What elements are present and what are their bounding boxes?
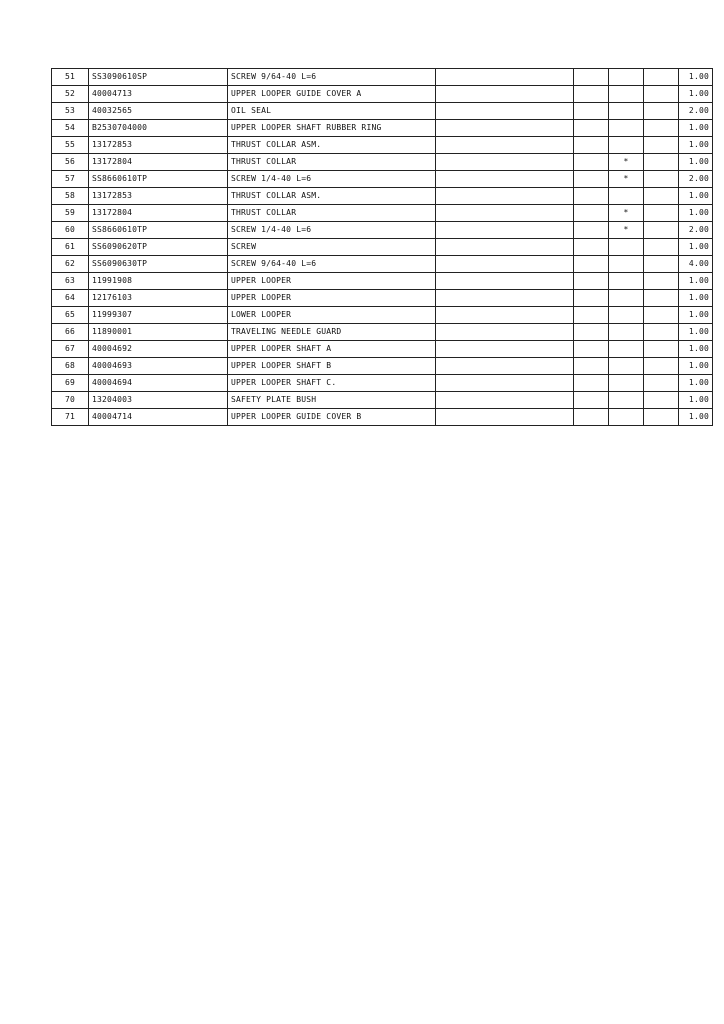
quantity-cell: 1.00 <box>679 154 713 171</box>
description-cell: TRAVELING NEEDLE GUARD <box>228 324 436 341</box>
blank-cell <box>574 392 609 409</box>
mark-cell <box>609 392 644 409</box>
part-number-cell: 40004714 <box>89 409 228 426</box>
description-cell: OIL SEAL <box>228 103 436 120</box>
remark-cell <box>436 86 574 103</box>
description-cell: THRUST COLLAR ASM. <box>228 137 436 154</box>
blank-cell <box>574 171 609 188</box>
blank-cell <box>574 273 609 290</box>
description-cell: UPPER LOOPER SHAFT A <box>228 341 436 358</box>
remark-cell <box>436 154 574 171</box>
item-number-cell: 71 <box>52 409 89 426</box>
quantity-cell: 1.00 <box>679 188 713 205</box>
blank-cell <box>644 239 679 256</box>
blank-cell <box>574 103 609 120</box>
blank-cell <box>644 256 679 273</box>
remark-cell <box>436 256 574 273</box>
blank-cell <box>574 205 609 222</box>
quantity-cell: 1.00 <box>679 290 713 307</box>
blank-cell <box>644 171 679 188</box>
item-number-cell: 56 <box>52 154 89 171</box>
item-number-cell: 68 <box>52 358 89 375</box>
part-number-cell: SS6090620TP <box>89 239 228 256</box>
table-row <box>52 69 713 86</box>
blank-cell <box>644 205 679 222</box>
part-number-cell: SS8660610TP <box>89 171 228 188</box>
item-number-cell: 54 <box>52 120 89 137</box>
remark-cell <box>436 205 574 222</box>
blank-cell <box>574 69 609 86</box>
blank-cell <box>574 120 609 137</box>
item-number-cell: 70 <box>52 392 89 409</box>
description-cell: THRUST COLLAR ASM. <box>228 188 436 205</box>
mark-cell: * <box>609 205 644 222</box>
item-number-cell: 58 <box>52 188 89 205</box>
quantity-cell: 1.00 <box>679 137 713 154</box>
table-row <box>52 392 713 409</box>
table-row <box>52 256 713 273</box>
description-cell: THRUST COLLAR <box>228 154 436 171</box>
part-number-cell: 40032565 <box>89 103 228 120</box>
table-row <box>52 188 713 205</box>
quantity-cell: 1.00 <box>679 307 713 324</box>
remark-cell <box>436 341 574 358</box>
blank-cell <box>644 273 679 290</box>
quantity-cell: 1.00 <box>679 86 713 103</box>
remark-cell <box>436 137 574 154</box>
blank-cell <box>574 409 609 426</box>
part-number-cell: SS3090610SP <box>89 69 228 86</box>
blank-cell <box>574 375 609 392</box>
quantity-cell: 1.00 <box>679 120 713 137</box>
remark-cell <box>436 188 574 205</box>
blank-cell <box>644 103 679 120</box>
parts-table-body <box>52 69 713 426</box>
blank-cell <box>644 324 679 341</box>
quantity-cell: 1.00 <box>679 69 713 86</box>
quantity-cell: 1.00 <box>679 375 713 392</box>
blank-cell <box>644 137 679 154</box>
table-row <box>52 358 713 375</box>
blank-cell <box>644 69 679 86</box>
blank-cell <box>644 222 679 239</box>
blank-cell <box>644 358 679 375</box>
part-number-cell: 11890001 <box>89 324 228 341</box>
mark-cell <box>609 239 644 256</box>
quantity-cell: 2.00 <box>679 222 713 239</box>
remark-cell <box>436 290 574 307</box>
part-number-cell: 40004692 <box>89 341 228 358</box>
blank-cell <box>644 409 679 426</box>
item-number-cell: 52 <box>52 86 89 103</box>
quantity-cell: 4.00 <box>679 256 713 273</box>
blank-cell <box>574 154 609 171</box>
table-row <box>52 290 713 307</box>
blank-cell <box>574 358 609 375</box>
table-row <box>52 137 713 154</box>
description-cell: UPPER LOOPER <box>228 290 436 307</box>
blank-cell <box>574 222 609 239</box>
blank-cell <box>644 307 679 324</box>
description-cell: LOWER LOOPER <box>228 307 436 324</box>
mark-cell <box>609 341 644 358</box>
quantity-cell: 1.00 <box>679 239 713 256</box>
remark-cell <box>436 171 574 188</box>
blank-cell <box>644 154 679 171</box>
blank-cell <box>574 290 609 307</box>
remark-cell <box>436 409 574 426</box>
blank-cell <box>574 307 609 324</box>
part-number-cell: 13204003 <box>89 392 228 409</box>
blank-cell <box>644 392 679 409</box>
blank-cell <box>574 324 609 341</box>
description-cell: SCREW 9/64-40 L=6 <box>228 256 436 273</box>
table-row <box>52 205 713 222</box>
part-number-cell: 40004713 <box>89 86 228 103</box>
blank-cell <box>574 256 609 273</box>
table-row <box>52 154 713 171</box>
part-number-cell: 11991908 <box>89 273 228 290</box>
mark-cell: * <box>609 154 644 171</box>
part-number-cell: 13172853 <box>89 188 228 205</box>
description-cell: UPPER LOOPER <box>228 273 436 290</box>
item-number-cell: 51 <box>52 69 89 86</box>
item-number-cell: 65 <box>52 307 89 324</box>
blank-cell <box>574 341 609 358</box>
mark-cell: * <box>609 222 644 239</box>
mark-cell <box>609 256 644 273</box>
table-row <box>52 239 713 256</box>
remark-cell <box>436 239 574 256</box>
remark-cell <box>436 120 574 137</box>
blank-cell <box>574 86 609 103</box>
item-number-cell: 61 <box>52 239 89 256</box>
mark-cell <box>609 120 644 137</box>
description-cell: SCREW 1/4-40 L=6 <box>228 171 436 188</box>
item-number-cell: 62 <box>52 256 89 273</box>
quantity-cell: 2.00 <box>679 171 713 188</box>
remark-cell <box>436 222 574 239</box>
description-cell: SCREW 9/64-40 L=6 <box>228 69 436 86</box>
description-cell: THRUST COLLAR <box>228 205 436 222</box>
remark-cell <box>436 375 574 392</box>
mark-cell <box>609 188 644 205</box>
mark-cell <box>609 409 644 426</box>
item-number-cell: 67 <box>52 341 89 358</box>
description-cell: UPPER LOOPER SHAFT C. <box>228 375 436 392</box>
table-row <box>52 307 713 324</box>
part-number-cell: 13172804 <box>89 154 228 171</box>
part-number-cell: 11999307 <box>89 307 228 324</box>
item-number-cell: 63 <box>52 273 89 290</box>
part-number-cell: SS6090630TP <box>89 256 228 273</box>
remark-cell <box>436 324 574 341</box>
description-cell: SCREW 1/4-40 L=6 <box>228 222 436 239</box>
item-number-cell: 66 <box>52 324 89 341</box>
description-cell: UPPER LOOPER GUIDE COVER A <box>228 86 436 103</box>
table-row <box>52 409 713 426</box>
blank-cell <box>574 137 609 154</box>
quantity-cell: 1.00 <box>679 409 713 426</box>
blank-cell <box>644 188 679 205</box>
item-number-cell: 69 <box>52 375 89 392</box>
mark-cell: * <box>609 171 644 188</box>
blank-cell <box>644 375 679 392</box>
remark-cell <box>436 358 574 375</box>
table-row <box>52 324 713 341</box>
blank-cell <box>644 86 679 103</box>
part-number-cell: 13172853 <box>89 137 228 154</box>
item-number-cell: 53 <box>52 103 89 120</box>
blank-cell <box>574 188 609 205</box>
remark-cell <box>436 273 574 290</box>
remark-cell <box>436 307 574 324</box>
table-row <box>52 171 713 188</box>
table-row <box>52 120 713 137</box>
remark-cell <box>436 69 574 86</box>
item-number-cell: 57 <box>52 171 89 188</box>
mark-cell <box>609 375 644 392</box>
quantity-cell: 1.00 <box>679 392 713 409</box>
description-cell: UPPER LOOPER SHAFT RUBBER RING <box>228 120 436 137</box>
mark-cell <box>609 358 644 375</box>
mark-cell <box>609 137 644 154</box>
remark-cell <box>436 103 574 120</box>
table-row <box>52 103 713 120</box>
blank-cell <box>644 341 679 358</box>
part-number-cell: 40004694 <box>89 375 228 392</box>
table-row <box>52 86 713 103</box>
description-cell: UPPER LOOPER SHAFT B <box>228 358 436 375</box>
item-number-cell: 59 <box>52 205 89 222</box>
item-number-cell: 64 <box>52 290 89 307</box>
quantity-cell: 1.00 <box>679 205 713 222</box>
blank-cell <box>644 120 679 137</box>
mark-cell <box>609 103 644 120</box>
quantity-cell: 1.00 <box>679 324 713 341</box>
table-row <box>52 273 713 290</box>
item-number-cell: 60 <box>52 222 89 239</box>
blank-cell <box>574 239 609 256</box>
blank-cell <box>644 290 679 307</box>
table-row <box>52 375 713 392</box>
table-row <box>52 222 713 239</box>
mark-cell <box>609 86 644 103</box>
description-cell: SCREW <box>228 239 436 256</box>
quantity-cell: 1.00 <box>679 358 713 375</box>
part-number-cell: 12176103 <box>89 290 228 307</box>
item-number-cell: 55 <box>52 137 89 154</box>
mark-cell <box>609 307 644 324</box>
remark-cell <box>436 392 574 409</box>
mark-cell <box>609 290 644 307</box>
quantity-cell: 1.00 <box>679 341 713 358</box>
table-row <box>52 341 713 358</box>
part-number-cell: SS8660610TP <box>89 222 228 239</box>
description-cell: UPPER LOOPER GUIDE COVER B <box>228 409 436 426</box>
quantity-cell: 2.00 <box>679 103 713 120</box>
part-number-cell: 40004693 <box>89 358 228 375</box>
mark-cell <box>609 324 644 341</box>
quantity-cell: 1.00 <box>679 273 713 290</box>
parts-table <box>51 68 713 426</box>
mark-cell <box>609 273 644 290</box>
part-number-cell: 13172804 <box>89 205 228 222</box>
part-number-cell: B2530704000 <box>89 120 228 137</box>
description-cell: SAFETY PLATE BUSH <box>228 392 436 409</box>
mark-cell <box>609 69 644 86</box>
